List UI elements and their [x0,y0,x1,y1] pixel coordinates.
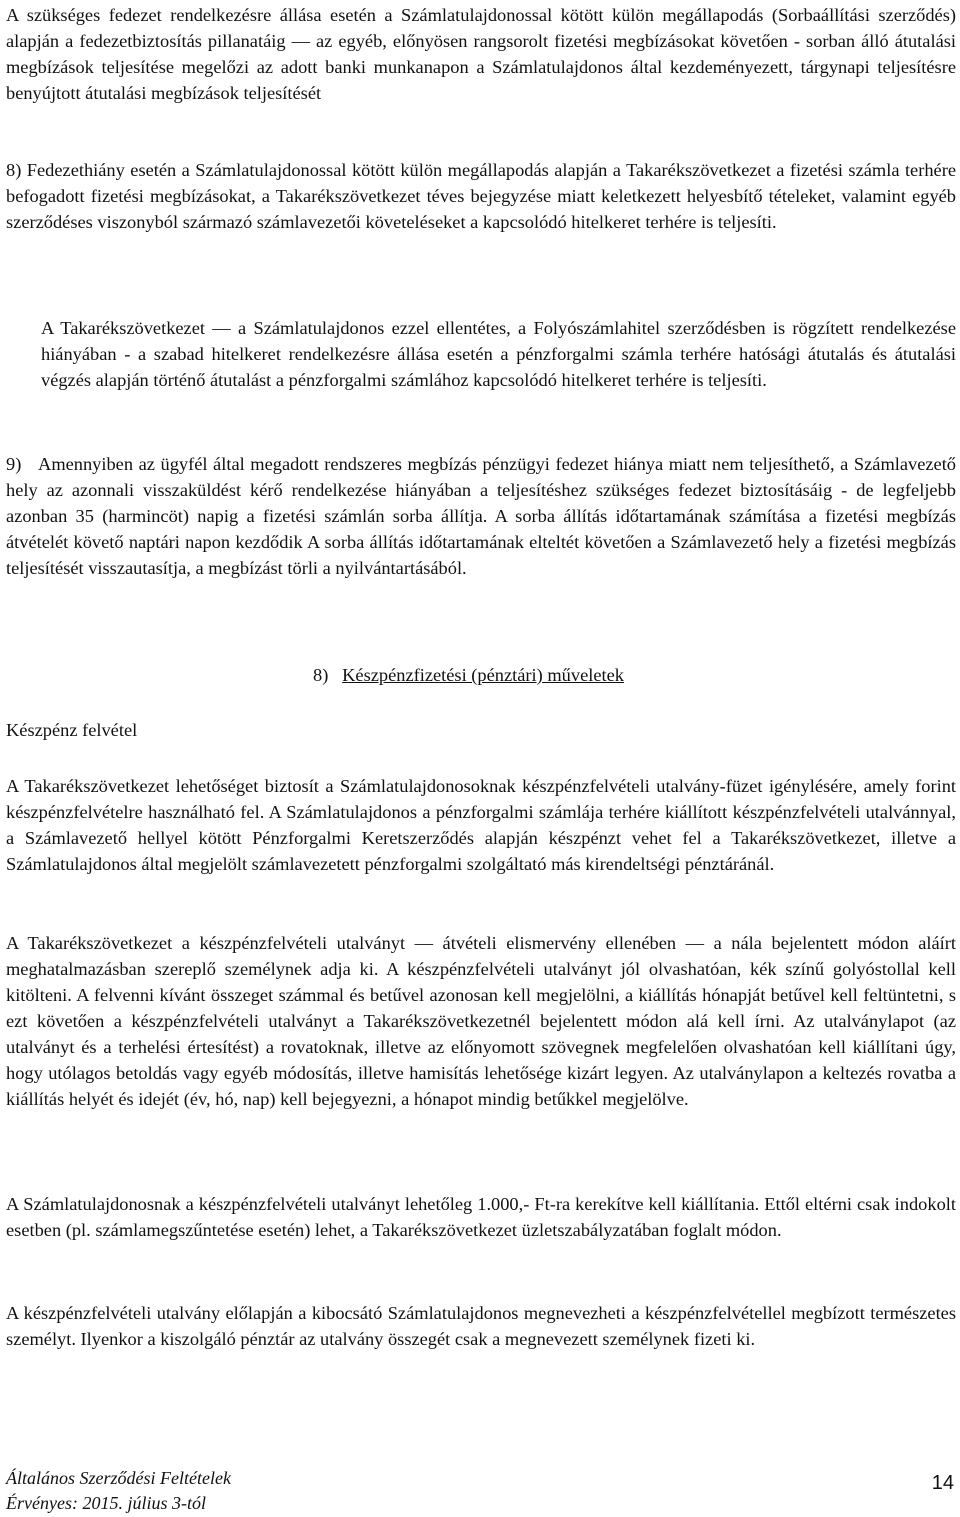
paragraph-number: 9) [6,454,22,474]
paragraph-queued-transfers: A szükséges fedezet rendelkezésre állása esetén a Számlatulajdonossal kötött külön megállapodás (Sorbaállítási szerződés) alapján a fedezetbiztosítás pillanatáig — az egyéb, előnyösen rangsorolt fizetési megbízásokat követően - sorban álló átutalási megbízások teljesítése megelőzi az adott banki munkanapon a Számlatulajdonos által kezdeményezett, tárgynapi teljesítésre benyújtott átutalási megbízások teljesítését [6,5,956,103]
paragraph-voucher-booklet: A Takarékszövetkezet lehetőséget biztosít a Számlatulajdonosoknak készpénzfelvételi utalvány-füzet igénylésére, amely forint készpénzfelvételre használható fel. A Számlatulajdonos a pénzforgalmi számlája terhére kiállított készpénzfelvételi utalvánnyal, a Számlavezető hellyel kötött Pénzforgalmi Keretszerződés alapján készpénzt vehet fel a Takarékszövetkezet, illetve a Számlatulajdonos által megjelölt számlavezetett pénzforgalmi szolgáltató más kirendeltségi pénztáránál. [6,776,956,874]
subheading-cash-withdrawal: Készpénz felvétel [6,720,138,740]
footer-info [6,1466,231,1516]
paragraph-voucher-filling: A Takarékszövetkezet a készpénzfelvételi utalványt — átvételi elismervény ellenében — a nála bejelentett módon aláírt meghatalmazásban szereplő személynek adja ki. A készpénzfelvételi utalványt jól olvashatóan, kék színű golyóstollal kell kitölteni. A felvenni kívánt összeget számmal és betűvel azonosan kell megjelölni, a kiállítás hónapját betűvel kell feltüntetni, s ezt követően a készpénzfelvételi utalványt a Takarékszövetkezetnél bejelentett módon alá kell írni. Az utalványlapot (az utalványt és a terhelési értesítést) a rovatoknak, illetve az előnyomott szövegnek megfelelően olvashatóan kell kiállítani úgy, hogy utólagos betoldás vagy egyéb módosítás, illetve hamisítás lehetősége kizárt legyen. Az utalványlapon a keltezés rovatba a kiállítás helyét és idejét (év, hó, nap) kell bejegyezni, a hónapot mindig betűkkel megjelölve. [6,933,956,1109]
section-heading [313,662,624,688]
footer-valid-from: Érvényes: 2015. július 3-tól [6,1493,206,1513]
section-number: 8) [313,665,329,685]
paragraph-rounding: A Számlatulajdonosnak a készpénzfelvételi utalványt lehetőleg 1.000,- Ft-ra kerekítve kell kiállítania. Ettől eltérni csak indokolt esetben (pl. számlamegszűntetése esetén) lehet, a Takarékszövetkezet üzletszabályzatában foglalt módon. [6,1194,956,1240]
paragraph-text: Amennyiben az ügyfél által megadott rendszeres megbízás pénzügyi fedezet hiánya miatt nem teljesíthető, a Számlavezető hely az azonnali visszaküldést kérő rendelkezése hiányában a teljesítéshez szükséges fedezet biztosításáig - de legfeljebb azonban 35 (harmincöt) napig a fizetési számlán sorba állítja. A sorba állítás időtartamának számítása a fizetési megbízás átvételét követő naptári napon kezdődik A sorba állítás időtartamának elteltét követően a Számlavezető hely a fizetési megbízás teljesítését visszautasítja, a megbízást törli a nyilvántartásából. [6,454,957,578]
paragraph-9-recurring-orders [6,451,956,581]
section-title: Készpénzfizetési (pénztári) műveletek [342,665,624,685]
paragraph-8-coverage-shortage: 8) Fedezethiány esetén a Számlatulajdonossal kötött külön megállapodás alapján a Takarékszövetkezet a fizetési számla terhére befogadott fizetési megbízásokat, a Takarékszövetkezet téves bejegyzése miatt keletkezett helyesbítő tételeket, valamint egyéb szerződéses viszonyból származó számlavezetői követeléseket a kapcsolódó hitelkeret terhére is teljesíti. [6,160,956,232]
paragraph-named-person: A készpénzfelvételi utalvány előlapján a kibocsátó Számlatulajdonos megnevezheti a készpénzfelvétellel megbízott természetes személyt. Ilyenkor a kiszolgáló pénztár az utalvány összegét csak a megnevezett személynek fizeti ki. [6,1303,956,1349]
paragraph-credit-line: A Takarékszövetkezet — a Számlatulajdonos ezzel ellentétes, a Folyószámlahitel szerződésben is rögzített rendelkezése hiányában - a szabad hitelkeret rendelkezésre állása esetén a pénzforgalmi számla terhére hatósági átutalás és átutalási végzés alapján történő átutalást a pénzforgalmi számlához kapcsolódó hitelkeret terhére is teljesíti. [41,318,956,390]
footer-doc-title: Általános Szerződési Feltételek [6,1468,231,1488]
page-number: 14 [931,1472,954,1494]
